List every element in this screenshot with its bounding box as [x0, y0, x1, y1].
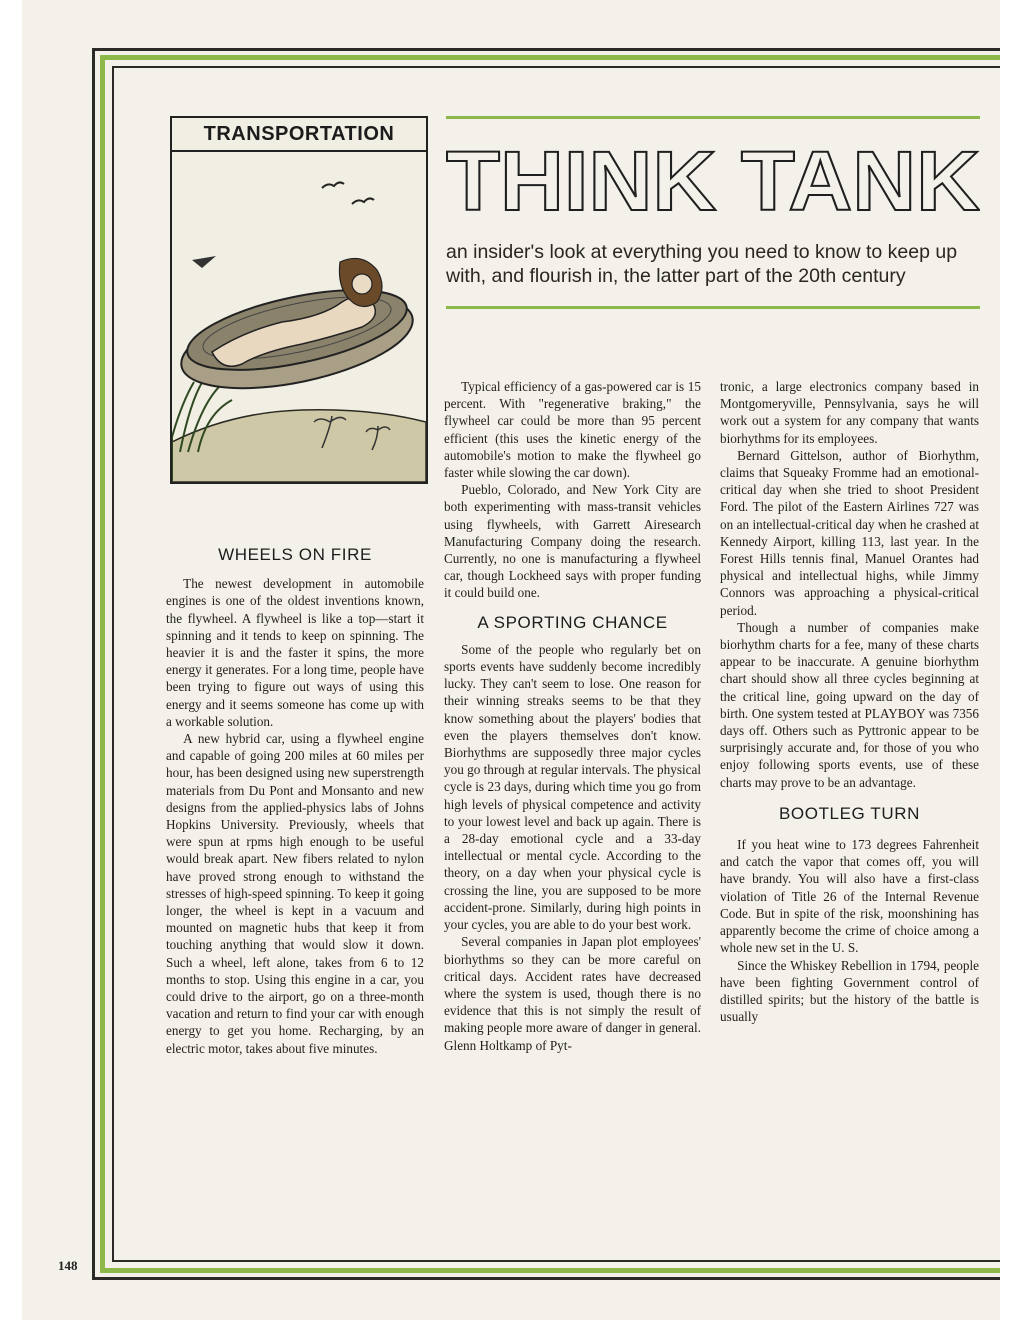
- column-3: [720, 378, 979, 1025]
- page-number: 148: [58, 1258, 78, 1273]
- heading-bootleg-turn: BOOTLEG TURN: [778, 803, 921, 823]
- section-label: TRANSPORTATION: [172, 118, 426, 152]
- paragraph: Some of the people who regularly bet on sports events have suddenly become incredibly lucky. They can't seem to lose. One reason for their winning streaks seems to be that they know something about the players' bodies that even the players themselves don't know. Biorhythms are supposedly three major cycles you go through at regular intervals. The physical cycle is 23 days, during which time you go from high levels of physical competence and activity to your lowest level and back up again. There is a 28-day emotional cycle and a 33-day intellectual or mental cycle. According to the theory, on a day when your physical cycle is crossing the line, you are supposed to be more accident-prone. Similarly, during high points in your cycles, you are able to do your best work.: [444, 641, 701, 933]
- section-box: [170, 116, 428, 484]
- paragraph: Several companies in Japan plot employees' biorhythms so they can be more careful on critical days. Accident rates have decreased where the system is used, though there is no evidence that this is not simply the result of making people more aware of danger in general. Glenn Holtkamp of Pyt-: [444, 934, 701, 1053]
- paragraph: Typical efficiency of a gas-powered car is 15 percent. With "regenerative braking," the flywheel car could be more than 95 percent efficient (this uses the kinetic energy of the automobile's motion to make the flywheel go faster while slowing the car down).: [444, 379, 701, 481]
- bird-icon: [322, 182, 344, 188]
- subtitle: an insider's look at everything you need to know to keep up with, and flourish in, the latter part of the 20th century: [446, 241, 958, 287]
- column-2: [444, 378, 701, 1054]
- title-logo: [446, 140, 980, 220]
- title-rule-bottom: [446, 306, 980, 309]
- paragraph: The newest development in automobile engines is one of the oldest inventions known, the flywheel. A flywheel is like a top—start it spinning and it tends to keep on spinning. The heavier it is and the faster it spins, the more energy it generates. For a long time, people have been trying to figure out ways of using this energy and it seems someone has come up with a workable solution.: [166, 576, 424, 729]
- small-disc-icon: [192, 256, 216, 268]
- paragraph: A new hybrid car, using a flywheel engine and capable of going 200 miles at 60 miles per hour, has been designed using new superstrength materials from Du Pont and Monsanto and new designs from the applied-physics labs of Johns Hopkins University. Previously, wheels that were spun at rpms high enough to be useful would break apart. New fibers related to nylon have proved strong enough to withstand the stresses of high-speed spinning. To keep it going longer, the wheel is kept in a vacuum and mounted on magnetic hubs that keep it from touching anything that would slow it down. Such a wheel, left alone, takes from 6 to 12 months to stop. Using this engine in a car, you could drive to the airport, go on a three-month vacation and return to find your car with enough energy to get you home. Recharging, by an electric motor, takes about five minutes.: [166, 731, 424, 1056]
- heading-a-sporting-chance: A SPORTING CHANCE: [477, 612, 668, 632]
- paragraph: Though a number of companies make biorhythm charts for a fee, many of these charts appear to be inaccurate. A genuine biorhythm chart should show all three cycles beginning at the critical line, going upward on the day of birth. One system tested at PLAYBOY was 7356 days off. Others such as Pyttronic appear to be surprisingly accurate and, for those of you who enjoy following sports events, use of these charts may prove to be an advantage.: [720, 619, 979, 790]
- paragraph: tronic, a large electronics company based in Montgomeryville, Pennsylvania, says he will work out a system for any company that wants biorhythms for its employees.: [720, 379, 979, 446]
- bird-icon: [352, 198, 374, 204]
- paragraph: Bernard Gittelson, author of Biorhythm, claims that Squeaky Fromme had an emotional-critical day when she tried to shoot President Ford. The pilot of the Eastern Airlines 727 was on an intellectual-critical day when he crashed at Kennedy Airport, killing 113, last year. In the Forest Hills tennis final, Manuel Orantes had physical and intellectual highs, while Jimmy Connors was approaching a physical-critical period.: [720, 447, 979, 618]
- paragraph: Since the Whiskey Rebellion in 1794, people have been fighting Government control of distilled spirits; but the history of the battle is usually: [720, 957, 979, 1025]
- paragraph: Pueblo, Colorado, and New York City are both experimenting with mass-transit vehicles using flywheels, with Garrett Airesearch Manufacturing Company doing the research. Currently, no one is manufacturing a flywheel car, though Lockheed says with proper funding it could build one.: [444, 482, 701, 601]
- title-rule-top: [446, 116, 980, 119]
- column-1: [166, 546, 424, 1057]
- heading-wheels-on-fire: WHEELS ON FIRE: [218, 545, 372, 564]
- title-text: THINK TANK: [446, 140, 980, 220]
- paragraph: If you heat wine to 173 degrees Fahrenheit and catch the vapor that comes off, you will have brandy. You will also have a first-class violation of Title 26 of the Internal Revenue Code. But in spite of the risk, moonshining has apparently become the crime of choice among a whole new set in the U. S.: [720, 837, 979, 956]
- illustration-flywheel-woman: [172, 152, 426, 482]
